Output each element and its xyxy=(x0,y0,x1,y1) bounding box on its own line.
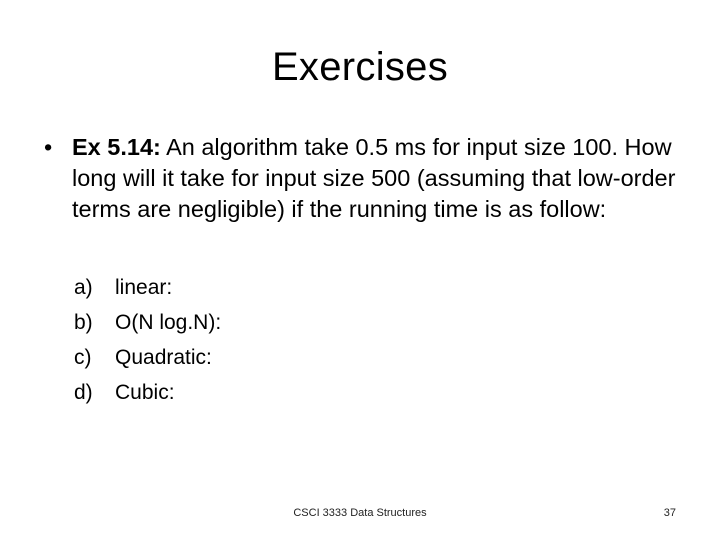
list-item xyxy=(74,270,474,305)
slide-title: Exercises xyxy=(271,45,449,89)
exercise-question: An algorithm take 0.5 ms for input size 100. How long will it take for input size 500 (assuming that low-order terms are negligible) if the running time is as follow: xyxy=(72,134,676,222)
list-item-label: O(N log.N): xyxy=(115,311,222,334)
list-item xyxy=(74,375,474,410)
list-marker: a) xyxy=(74,276,93,299)
footer-course: CSCI 3333 Data Structures xyxy=(293,507,427,519)
list-marker: d) xyxy=(74,381,93,404)
list-item xyxy=(74,305,474,340)
list-item-label: Quadratic: xyxy=(115,346,212,369)
bullet-marker: • xyxy=(44,134,53,160)
exercise-bullet xyxy=(44,132,684,225)
answer-list xyxy=(74,270,474,410)
list-item-label: Cubic: xyxy=(115,381,175,404)
list-item-label: linear: xyxy=(115,276,173,299)
list-item xyxy=(74,340,474,375)
exercise-label: Ex 5.14: xyxy=(72,134,161,160)
page-number: 37 xyxy=(663,507,676,519)
list-marker: c) xyxy=(74,346,92,369)
exercise-text xyxy=(44,132,684,225)
list-marker: b) xyxy=(74,311,93,334)
